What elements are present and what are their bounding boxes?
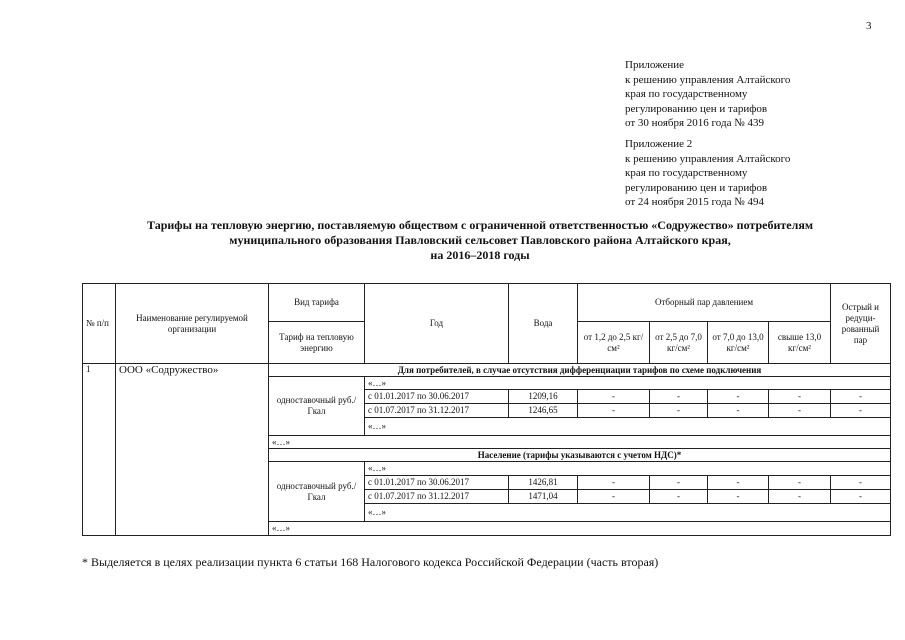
sharp-steam-value: - <box>831 404 891 418</box>
period-cell: с 01.07.2017 по 31.12.2017 <box>365 490 509 504</box>
pressure-2-value: - <box>650 476 708 490</box>
section-2-tariff-label: одноставочный руб./Гкал <box>269 462 365 522</box>
appendix-line: регулированию цен и тарифов <box>625 181 768 194</box>
header-pressure-2: от 2,5 до 7,0 кг/см² <box>650 322 708 364</box>
section-2-title: Население (тарифы указываются с учетом НДС)* <box>269 449 891 462</box>
period-cell: с 01.01.2017 по 30.06.2017 <box>365 476 509 490</box>
section-1-ellipsis-top: «…» <box>365 377 891 390</box>
header-tariff-type: Вид тарифа <box>269 284 365 322</box>
header-water: Вода <box>509 284 578 364</box>
pressure-3-value: - <box>708 490 769 504</box>
appendix-line: края по государственному <box>625 88 748 100</box>
row-number: 1 <box>83 364 116 536</box>
pressure-3-value: - <box>708 404 769 418</box>
appendix-1-block <box>625 58 790 131</box>
sharp-steam-value: - <box>831 390 891 404</box>
appendix-2-block <box>625 137 790 210</box>
pressure-4-value: - <box>769 476 831 490</box>
pressure-4-value: - <box>769 390 831 404</box>
appendix-line: Приложение <box>625 59 685 71</box>
pressure-3-value: - <box>708 476 769 490</box>
pressure-2-value: - <box>650 390 708 404</box>
document-title <box>100 218 860 263</box>
header-sharp-steam: Острый и редуци-рованный пар <box>831 284 891 364</box>
appendix-line: края по государственному <box>625 167 748 179</box>
header-steam-group: Отборный пар давлением <box>578 284 831 322</box>
water-value: 1209,16 <box>509 390 578 404</box>
sharp-steam-value: - <box>831 476 891 490</box>
header-tariff-heat: Тариф на тепловую энергию <box>269 322 365 364</box>
sharp-steam-value: - <box>831 490 891 504</box>
pressure-1-value: - <box>578 476 650 490</box>
section-1-tariff-label: одноставочный руб./Гкал <box>269 377 365 436</box>
pressure-2-value: - <box>650 490 708 504</box>
header-pressure-1: от 1,2 до 2,5 кг/см² <box>578 322 650 364</box>
page-number: 3 <box>866 20 872 32</box>
pressure-3-value: - <box>708 390 769 404</box>
header-pressure-4: свыше 13,0 кг/см² <box>769 322 831 364</box>
pressure-2-value: - <box>650 404 708 418</box>
section-1-ellipsis-after: «…» <box>269 436 891 449</box>
appendix-line: от 30 ноября 2016 года № 439 <box>625 117 764 129</box>
appendix-line: от 24 ноября 2015 года № 494 <box>625 196 764 208</box>
tariff-table <box>82 283 891 536</box>
pressure-1-value: - <box>578 490 650 504</box>
title-line: на 2016–2018 годы <box>430 248 530 262</box>
header-num: № п/п <box>83 284 116 364</box>
water-value: 1246,65 <box>509 404 578 418</box>
footnote: * Выделяется в целях реализации пункта 6 статьи 168 Налогового кодекса Российской Федерации (часть вторая) <box>82 555 659 569</box>
appendix-line: Приложение 2 <box>625 138 693 150</box>
section-2-ellipsis-top: «…» <box>365 462 891 476</box>
section-1-title: Для потребителей, в случае отсутствия дифференциации тарифов по схеме подключения <box>269 364 891 377</box>
org-name: ООО «Содружество» <box>116 364 269 536</box>
pressure-1-value: - <box>578 404 650 418</box>
pressure-1-value: - <box>578 390 650 404</box>
header-pressure-3: от 7,0 до 13,0 кг/см² <box>708 322 769 364</box>
header-year: Год <box>365 284 509 364</box>
appendix-line: к решению управления Алтайского <box>625 152 791 165</box>
header-org: Наименование регулируемой организации <box>116 284 269 364</box>
water-value: 1426,81 <box>509 476 578 490</box>
title-line: муниципального образования Павловский сельсовет Павловского района Алтайского края, <box>229 233 731 247</box>
period-cell: с 01.01.2017 по 30.06.2017 <box>365 390 509 404</box>
appendix-line: регулированию цен и тарифов <box>625 102 768 115</box>
title-line: Тарифы на тепловую энергию, поставляемую обществом с ограниченной ответственностью «Содружество» потребителям <box>147 218 813 232</box>
section-1-ellipsis-bottom: «…» <box>365 418 891 436</box>
pressure-4-value: - <box>769 404 831 418</box>
section-2-ellipsis-after: «…» <box>269 522 891 536</box>
period-cell: с 01.07.2017 по 31.12.2017 <box>365 404 509 418</box>
pressure-4-value: - <box>769 490 831 504</box>
water-value: 1471,04 <box>509 490 578 504</box>
section-2-ellipsis-bottom: «…» <box>365 504 891 522</box>
appendix-line: к решению управления Алтайского <box>625 73 791 86</box>
